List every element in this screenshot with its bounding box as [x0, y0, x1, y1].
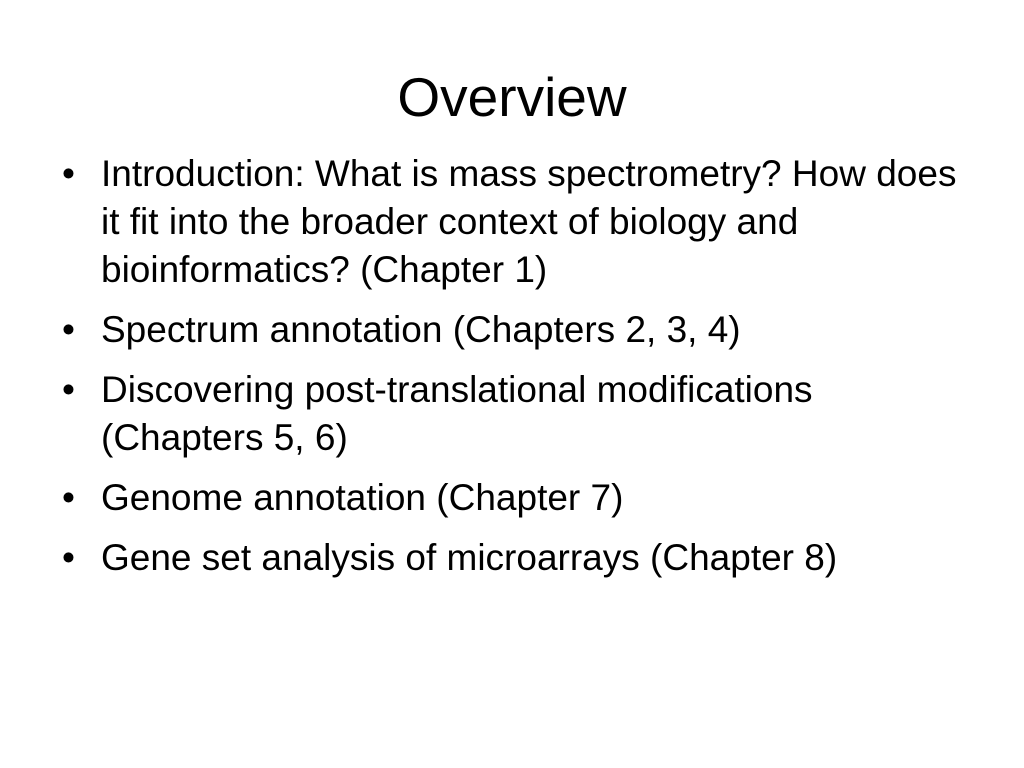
- bullet-icon: •: [62, 477, 75, 518]
- slide-title: Overview: [397, 66, 627, 128]
- bullet-item-gene-set-analysis: [56, 534, 976, 582]
- bullet-item-post-translational: [56, 366, 976, 462]
- bullet-icon: •: [62, 369, 75, 410]
- bullet-text: Spectrum annotation (Chapters 2, 3, 4): [101, 309, 741, 350]
- bullet-text: Introduction: What is mass spectrometry? How does it fit into the broader context of biology and bioinformatics? (Chapter 1): [101, 153, 957, 290]
- bullet-list: [56, 150, 976, 594]
- bullet-text: Discovering post-translational modifications (Chapters 5, 6): [101, 369, 813, 458]
- bullet-text: Gene set analysis of microarrays (Chapter 8): [101, 537, 838, 578]
- bullet-text: Genome annotation (Chapter 7): [101, 477, 624, 518]
- bullet-item-introduction: [56, 150, 976, 294]
- bullet-item-genome-annotation: [56, 474, 976, 522]
- bullet-item-spectrum-annotation: [56, 306, 976, 354]
- bullet-icon: •: [62, 537, 75, 578]
- bullet-icon: •: [62, 153, 75, 194]
- bullet-icon: •: [62, 309, 75, 350]
